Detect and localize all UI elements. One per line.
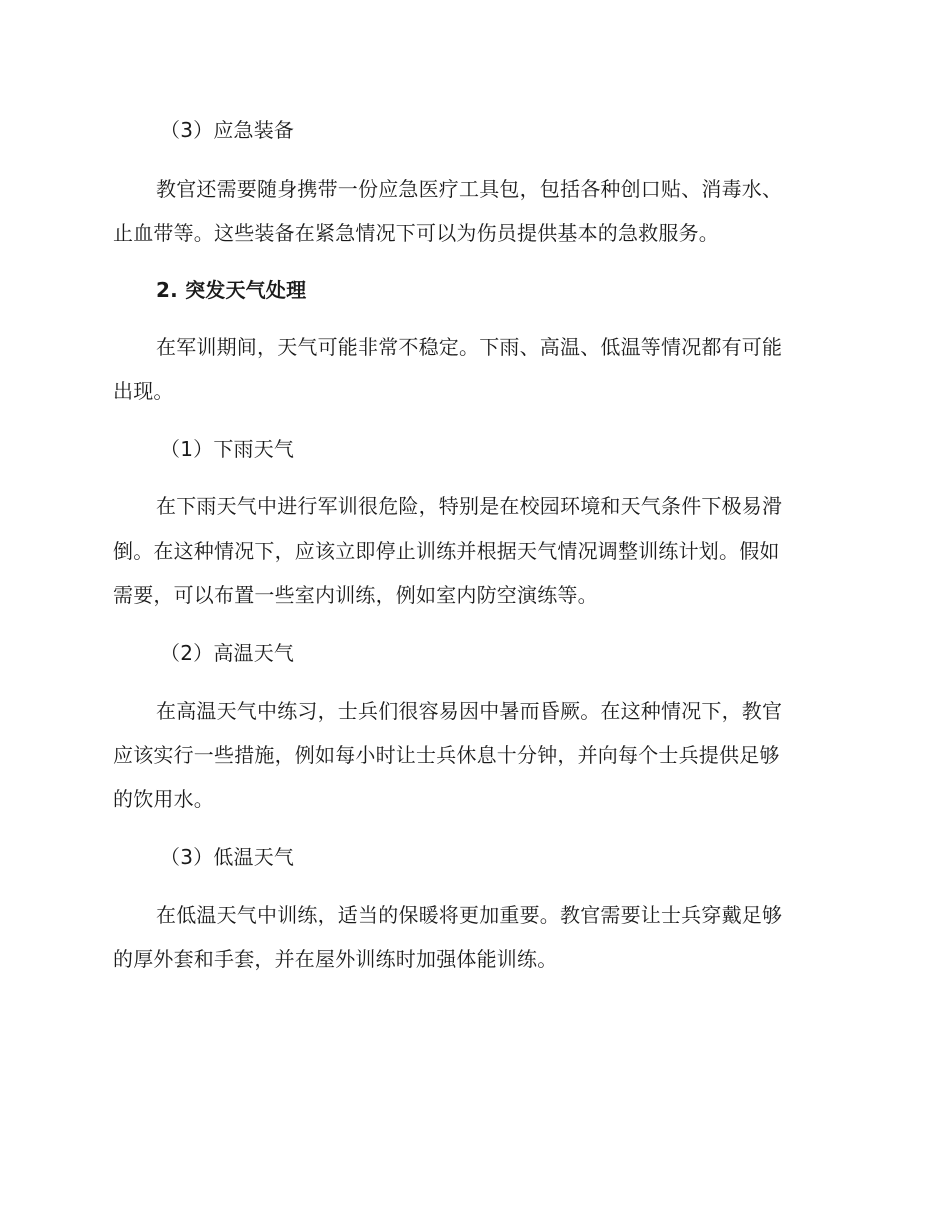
paragraph-line: 在低温天气中训练，适当的保暖将更加重要。教官需要让士兵穿戴足够 — [156, 903, 783, 927]
paragraph-line: 的厚外套和手套，并在屋外训练时加强体能训练。 — [113, 947, 558, 971]
paragraph-line: 倒。在这种情况下，应该立即停止训练并根据天气情况调整训练计划。假如 — [113, 539, 780, 563]
paragraph-line: 在下雨天气中进行军训很危险，特别是在校园环境和天气条件下极易滑 — [156, 494, 783, 518]
paragraph-line: 出现。 — [113, 379, 174, 403]
paragraph-line: 在军训期间，天气可能非常不稳定。下雨、高温、低温等情况都有可能 — [156, 335, 783, 359]
subheading-emergency-equipment: （3）应急装备 — [160, 118, 295, 142]
subheading-heat: （2）高温天气 — [160, 641, 295, 665]
paragraph-line: 教官还需要随身携带一份应急医疗工具包，包括各种创口贴、消毒水、 — [156, 177, 783, 201]
paragraph-line: 需要，可以布置一些室内训练，例如室内防空演练等。 — [113, 583, 598, 607]
paragraph-line: 应该实行一些措施，例如每小时让士兵休息十分钟，并向每个士兵提供足够 — [113, 743, 780, 767]
subheading-rain: （1）下雨天气 — [160, 437, 295, 461]
section-heading-weather: 2. 突发天气处理 — [156, 278, 307, 302]
paragraph-line: 止血带等。这些装备在紧急情况下可以为伤员提供基本的急救服务。 — [113, 221, 719, 245]
paragraph-line: 在高温天气中练习，士兵们很容易因中暑而昏厥。在这种情况下，教官 — [156, 699, 783, 723]
paragraph-line: 的饮用水。 — [113, 787, 214, 811]
subheading-cold: （3）低温天气 — [160, 845, 295, 869]
